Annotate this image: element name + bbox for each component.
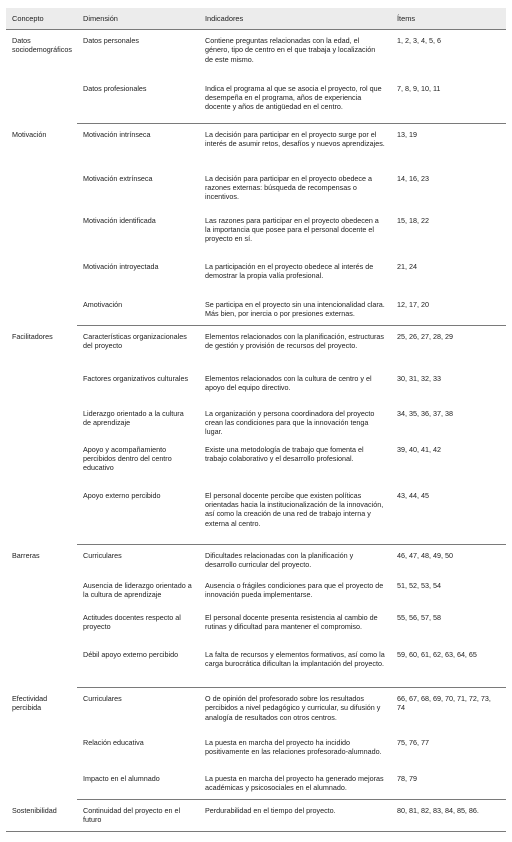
concept-cell: Sostenibilidad bbox=[6, 800, 77, 832]
indicator-cell: Perdurabilidad en el tiempo del proyecto. bbox=[199, 800, 391, 832]
dimension-cell: Actitudes docentes respecto al proyecto bbox=[83, 612, 181, 631]
table-row bbox=[6, 30, 506, 78]
dimension-cell: Motivación extrínseca bbox=[83, 173, 153, 183]
items-cell: 14, 16, 23 bbox=[397, 173, 429, 183]
items-cell: 66, 67, 68, 69, 70, 71, 72, 73, 74 bbox=[397, 694, 491, 713]
dimension-cell: Curriculares bbox=[83, 551, 122, 560]
indicator-cell: Se participa en el proyecto sin una intencionalidad clara. Más bien, por inercia o por presiones externas. bbox=[199, 294, 391, 326]
items-cell: 80, 81, 82, 83, 84, 85, 86. bbox=[391, 800, 506, 832]
items-cell: 25, 26, 27, 28, 29 bbox=[397, 332, 453, 341]
indicator-cell: La decisión para participar en el proyecto obedece a razones externas: búsqueda de recompensas o incentivos. bbox=[205, 173, 373, 202]
table-row bbox=[6, 294, 506, 326]
header-concepto: Concepto bbox=[6, 8, 77, 30]
dimension-cell: Datos profesionales bbox=[77, 78, 199, 124]
dimension-cell: Factores organizativos culturales bbox=[83, 373, 189, 383]
table-row bbox=[6, 644, 506, 688]
dimension-cell: Continuidad del proyecto en el futuro bbox=[77, 800, 199, 832]
indicator-cell: Elementos relacionados con la cultura de centro y el apoyo del equipo directivo. bbox=[205, 373, 372, 392]
header-dimension: Dimensión bbox=[77, 8, 199, 30]
concept-cell: Facilitadores bbox=[12, 331, 53, 341]
items-cell: 43, 44, 45 bbox=[391, 485, 506, 545]
table-row bbox=[6, 403, 506, 439]
dimension-cell: Motivación introyectada bbox=[83, 261, 159, 271]
items-cell: 39, 40, 41, 42 bbox=[397, 444, 441, 454]
header-indicadores: Indicadores bbox=[199, 8, 391, 30]
table-row bbox=[6, 78, 506, 124]
indicator-cell: Elementos relacionados con la planificación, estructuras de gestión y provisión de recursos del proyecto. bbox=[205, 332, 384, 351]
concept-cell: Barreras bbox=[12, 550, 40, 560]
indicator-cell: La decisión para participar en el proyecto surge por el interés de asumir retos, desafíos y nuevos aprendizajes. bbox=[205, 130, 385, 149]
items-cell: 75, 76, 77 bbox=[397, 737, 429, 747]
dimension-cell: Amotivación bbox=[77, 294, 199, 326]
indicator-cell: Existe una metodología de trabajo que fomenta el trabajo colaborativo y el desarrollo profesional. bbox=[205, 444, 364, 463]
dimension-cell: Apoyo externo percibido bbox=[77, 485, 199, 545]
items-cell: 13, 19 bbox=[397, 130, 417, 139]
table-row bbox=[6, 326, 506, 368]
table-row bbox=[6, 732, 506, 768]
table-row bbox=[6, 256, 506, 294]
concept-cell: Motivación bbox=[12, 129, 47, 139]
items-cell: 51, 52, 53, 54 bbox=[397, 580, 441, 590]
items-cell: 46, 47, 48, 49, 50 bbox=[397, 551, 453, 560]
indicator-cell: Ausencia o frágiles condiciones para que el proyecto de innovación pueda implementarse. bbox=[205, 580, 384, 599]
table-row bbox=[6, 485, 506, 545]
indicators-table bbox=[6, 8, 506, 832]
table-row bbox=[6, 607, 506, 644]
indicator-cell: O de opinión del profesorado sobre los resultados percibidos a nivel pedagógico y curricular, su difusión y analogía de resultados con otros centros. bbox=[205, 694, 381, 722]
indicator-cell: La falta de recursos y elementos formativos, así como la carga burocrática dificultan la implantación del proyecto. bbox=[199, 644, 391, 688]
dimension-cell: Motivación intrínseca bbox=[83, 130, 151, 139]
table-body bbox=[6, 30, 506, 832]
table-row bbox=[6, 124, 506, 168]
items-cell: 30, 31, 32, 33 bbox=[397, 373, 441, 383]
items-cell: 34, 35, 36, 37, 38 bbox=[397, 408, 453, 418]
indicator-cell: La organización y persona coordinadora del proyecto crean las condiciones para que la innovación tenga lugar. bbox=[205, 408, 375, 437]
indicator-cell: Las razones para participar en el proyecto obedecen a la importancia que posee para el personal docente el proyecto en sí. bbox=[205, 215, 379, 244]
indicator-cell: La puesta en marcha del proyecto ha generado mejoras académicas y psicosociales en el alumnado. bbox=[199, 768, 391, 800]
table-row bbox=[6, 368, 506, 403]
dimension-cell: Características organizacionales del proyecto bbox=[83, 332, 187, 351]
dimension-cell: Datos personales bbox=[83, 36, 139, 45]
dimension-cell: Impacto en el alumnado bbox=[77, 768, 199, 800]
items-cell: 7, 8, 9, 10, 11 bbox=[391, 78, 506, 124]
items-cell: 15, 18, 22 bbox=[397, 215, 429, 225]
dimension-cell: Motivación identificada bbox=[83, 215, 156, 225]
items-cell: 59, 60, 61, 62, 63, 64, 65 bbox=[391, 644, 506, 688]
items-cell: 1, 2, 3, 4, 5, 6 bbox=[397, 36, 441, 45]
header-items: Ítems bbox=[391, 8, 506, 30]
indicator-cell: Contiene preguntas relacionadas con la edad, el género, tipo de centro en el que trabaja y localización de este mismo. bbox=[205, 36, 376, 64]
indicator-cell: La participación en el proyecto obedece al interés de demostrar la propia valía profesional. bbox=[205, 261, 374, 280]
indicator-cell: La puesta en marcha del proyecto ha incidido positivamente en las relaciones profesorado-alumnado. bbox=[205, 737, 382, 756]
dimension-cell: Liderazgo orientado a la cultura de aprendizaje bbox=[83, 408, 184, 427]
table-row bbox=[6, 168, 506, 210]
table-row bbox=[6, 439, 506, 485]
dimension-cell: Apoyo y acompañamiento percibidos dentro del centro educativo bbox=[83, 444, 172, 473]
indicator-cell: El personal docente presenta resistencia al cambio de rutinas y dificultad para mantener el compromiso. bbox=[205, 612, 378, 631]
table-row bbox=[6, 688, 506, 732]
table-header-row bbox=[6, 8, 506, 30]
indicator-cell: El personal docente percibe que existen políticas orientadas hacia la institucionalización de la innovación, así como la creación de una red de trabajo interna y externa al centro. bbox=[199, 485, 391, 545]
indicator-cell: Dificultades relacionadas con la planificación y desarrollo curricular del proyecto. bbox=[205, 551, 354, 570]
dimension-cell: Ausencia de liderazgo orientado a la cultura de aprendizaje bbox=[83, 580, 192, 599]
dimension-cell: Débil apoyo externo percibido bbox=[77, 644, 199, 688]
table-row bbox=[6, 545, 506, 575]
dimension-cell: Relación educativa bbox=[83, 737, 144, 747]
items-cell: 21, 24 bbox=[397, 261, 417, 271]
table-row bbox=[6, 210, 506, 256]
dimension-cell: Curriculares bbox=[83, 694, 122, 703]
items-cell: 12, 17, 20 bbox=[391, 294, 506, 326]
table-row bbox=[6, 575, 506, 607]
indicator-cell: Indica el programa al que se asocia el proyecto, rol que desempeña en el programa, años de experiencia docente y años de antigüedad en el centro. bbox=[199, 78, 391, 124]
concept-cell: Efectividad percibida bbox=[12, 693, 48, 712]
table-row bbox=[6, 768, 506, 800]
concept-cell: Datos sociodemográficos bbox=[12, 36, 72, 55]
table-row bbox=[6, 800, 506, 832]
items-cell: 78, 79 bbox=[391, 768, 506, 800]
items-cell: 55, 56, 57, 58 bbox=[397, 612, 441, 622]
